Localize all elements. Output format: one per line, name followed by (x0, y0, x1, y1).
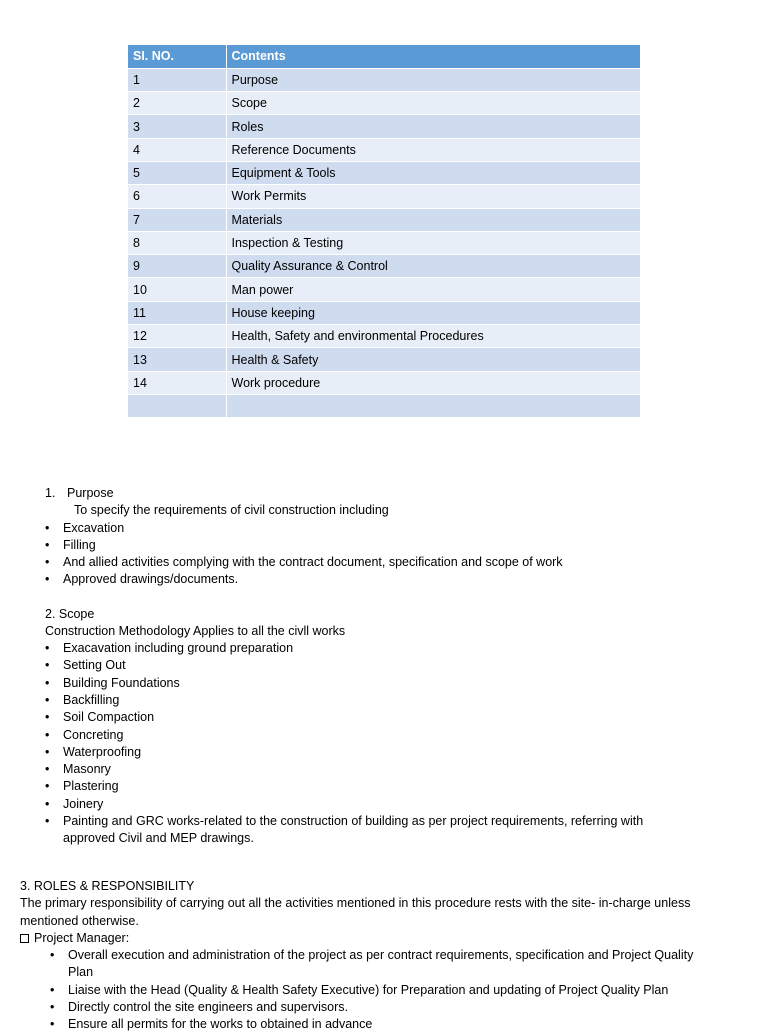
list-item: • Directly control the site engineers and supervisors. (68, 999, 348, 1016)
table-row (128, 278, 640, 301)
list-item: • Backfilling (63, 692, 119, 709)
roles-paragraph-continuation: mentioned otherwise. (20, 914, 139, 928)
table-row (128, 138, 640, 161)
purpose-heading-number: 1. (45, 486, 56, 500)
table-row (128, 231, 640, 254)
list-item: • Soil Compaction (63, 709, 154, 726)
table-row (128, 161, 640, 184)
header-sl-no: SI. NO. (128, 45, 226, 68)
contents-table (128, 45, 640, 418)
table-row (128, 92, 640, 115)
table-header-row (128, 45, 640, 68)
row-contents: Work Permits (226, 185, 640, 208)
list-item: • Overall execution and administration of the project as per contract requirements, specification and Project Quality (68, 947, 693, 964)
row-number (128, 394, 226, 417)
row-contents (226, 394, 640, 417)
table-row (128, 348, 640, 371)
list-item: • And allied activities complying with the contract document, specification and scope of work (63, 554, 563, 571)
row-number: 10 (128, 278, 226, 301)
list-item: • Filling (63, 537, 96, 554)
list-item: • Masonry (63, 761, 111, 778)
row-number: 4 (128, 138, 226, 161)
row-contents: House keeping (226, 301, 640, 324)
row-contents: Health & Safety (226, 348, 640, 371)
list-item: • Exacavation including ground preparation (63, 640, 293, 657)
list-item: • Joinery (63, 796, 103, 813)
row-number: 6 (128, 185, 226, 208)
row-number: 5 (128, 161, 226, 184)
row-contents: Quality Assurance & Control (226, 255, 640, 278)
row-number: 13 (128, 348, 226, 371)
table-row (128, 371, 640, 394)
row-number: 12 (128, 325, 226, 348)
table-row-empty (128, 394, 640, 417)
row-number: 2 (128, 92, 226, 115)
row-number: 1 (128, 68, 226, 91)
row-number: 3 (128, 115, 226, 138)
row-contents: Scope (226, 92, 640, 115)
project-manager-label-line (20, 930, 129, 947)
row-number: 14 (128, 371, 226, 394)
list-item: • Waterproofing (63, 744, 141, 761)
header-contents: Contents (226, 45, 640, 68)
list-item: • Ensure all permits for the works to obtained in advance (68, 1016, 372, 1033)
row-number: 9 (128, 255, 226, 278)
row-number: 7 (128, 208, 226, 231)
list-item: • Excavation (63, 520, 124, 537)
list-item: • Liaise with the Head (Quality & Health Safety Executive) for Preparation and updating of Project Quality Plan (68, 982, 668, 999)
row-contents: Man power (226, 278, 640, 301)
row-number: 8 (128, 231, 226, 254)
table-row (128, 68, 640, 91)
list-item: • Plastering (63, 778, 119, 795)
list-item: • Concreting (63, 727, 123, 744)
row-contents: Reference Documents (226, 138, 640, 161)
row-contents: Equipment & Tools (226, 161, 640, 184)
row-number: 11 (128, 301, 226, 324)
scope-heading: 2. Scope (45, 607, 95, 621)
list-item: • Setting Out (63, 657, 126, 674)
scope-intro: Construction Methodology Applies to all the civll works (45, 624, 346, 638)
roles-heading: 3. ROLES & RESPONSIBILITY (20, 879, 195, 893)
row-contents: Inspection & Testing (226, 231, 640, 254)
purpose-intro: To specify the requirements of civil construction including (74, 503, 389, 517)
list-item: • Approved drawings/documents. (63, 571, 238, 588)
row-contents: Materials (226, 208, 640, 231)
checkbox-square-icon (20, 934, 29, 943)
list-item: • Building Foundations (63, 675, 180, 692)
row-contents: Health, Safety and environmental Procedures (226, 325, 640, 348)
table-row (128, 185, 640, 208)
list-item-continuation: approved Civil and MEP drawings. (63, 831, 254, 845)
table-row (128, 115, 640, 138)
list-item: • Painting and GRC works-related to the construction of building as per project requirements, referring with (63, 813, 643, 830)
row-contents: Purpose (226, 68, 640, 91)
table-row (128, 301, 640, 324)
row-contents: Roles (226, 115, 640, 138)
list-item-continuation: Plan (68, 965, 94, 979)
table-row (128, 255, 640, 278)
table-row (128, 208, 640, 231)
project-manager-label: Project Manager: (34, 931, 130, 945)
purpose-heading: Purpose (67, 486, 114, 500)
roles-paragraph: The primary responsibility of carrying out all the activities mentioned in this procedure rests with the site- in-charge unless (20, 896, 691, 910)
row-contents: Work procedure (226, 371, 640, 394)
table-row (128, 325, 640, 348)
